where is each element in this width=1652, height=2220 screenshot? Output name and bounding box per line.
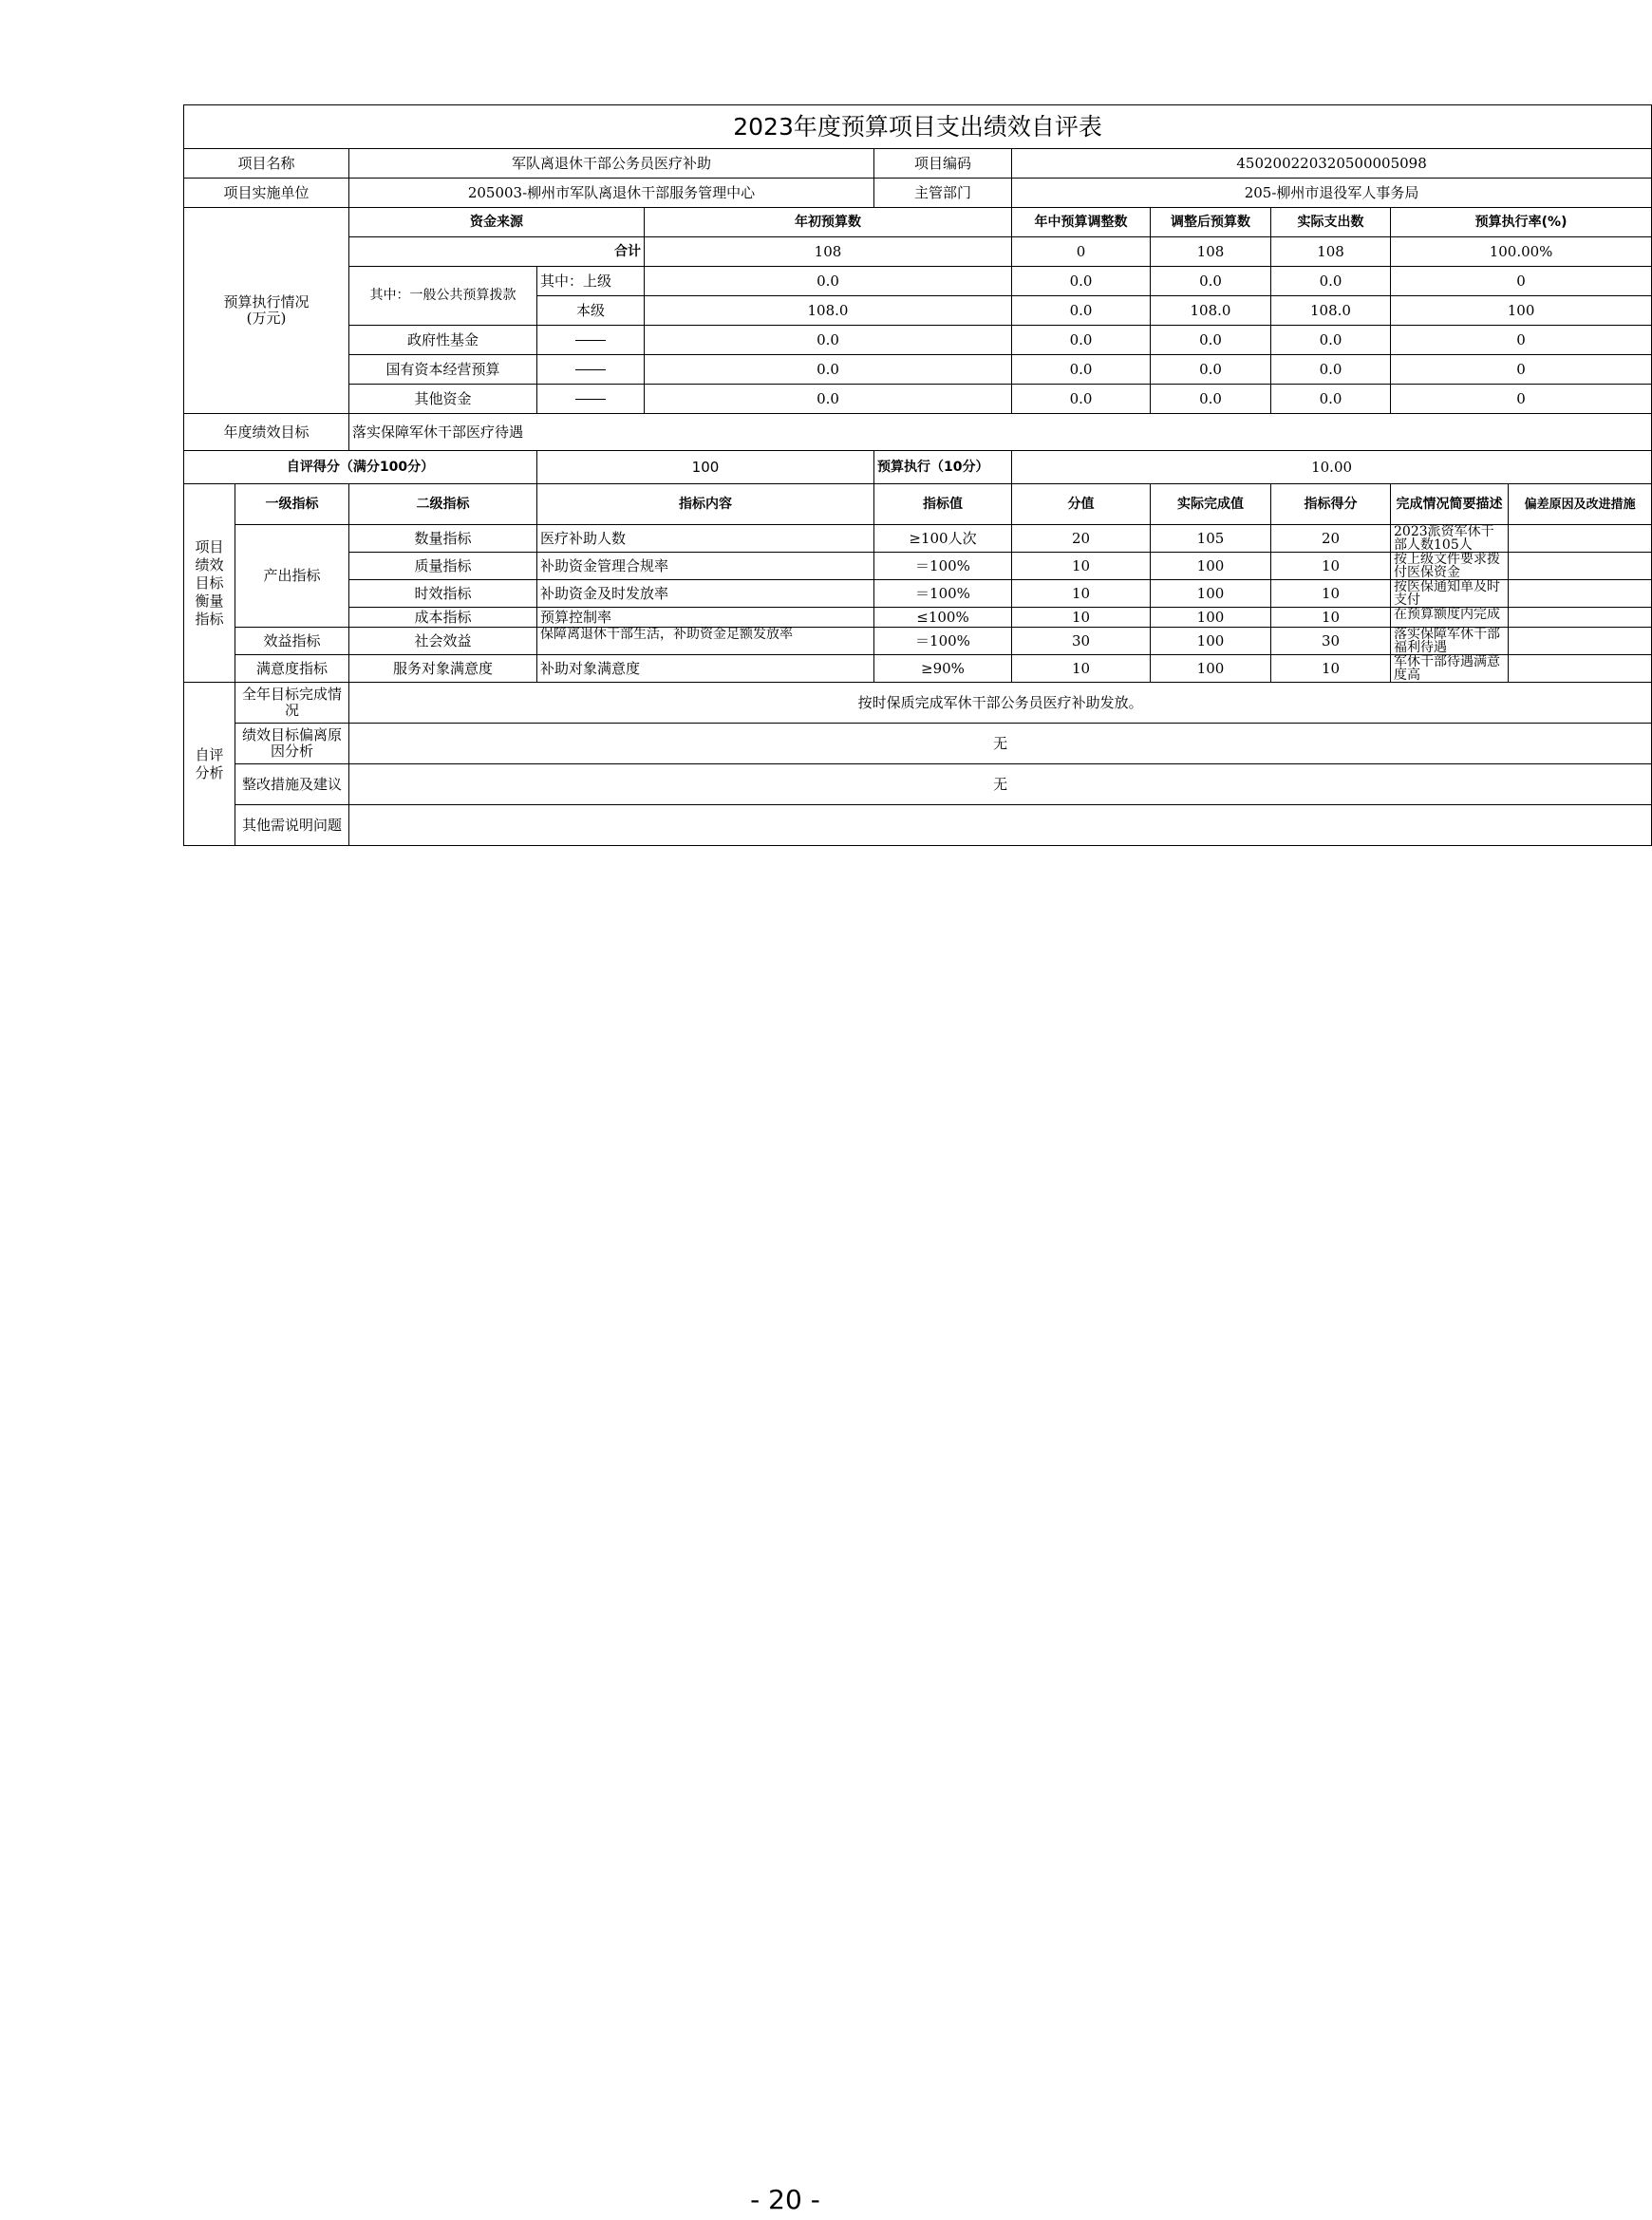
indicator-deviation [1509,525,1652,553]
self-eval-item-value: 无 [349,724,1652,764]
budget-total-label: 合计 [349,237,645,267]
self-eval-item-value [349,805,1652,846]
budget-section-unit: (万元) [246,310,287,327]
budget-total-initial: 108 [645,237,1012,267]
dash-line [575,399,606,400]
indicator-weight: 10 [1012,655,1151,683]
indicator-score: 30 [1271,628,1391,655]
performance-self-evaluation-table [183,104,1652,846]
indicator-weight: 10 [1012,553,1151,580]
indicator-deviation [1509,628,1652,655]
budget-govfund-actual: 0.0 [1271,326,1391,355]
indicator-actual: 100 [1151,655,1271,683]
budget-upper-rate: 0 [1391,267,1652,296]
budget-upper-adjustment: 0.0 [1012,267,1151,296]
indicator-header-target: 指标值 [874,484,1012,525]
indicator-header-content: 指标内容 [537,484,874,525]
dept: 205-柳州市退役军人事务局 [1012,179,1652,208]
budget-other-actual: 0.0 [1271,385,1391,414]
indicator-deviation [1509,655,1652,683]
indicator-benefit-label: 效益指标 [235,628,349,655]
indicator-header-level1: 一级指标 [235,484,349,525]
indicator-desc: 在预算额度内完成 [1391,608,1509,628]
indicator-actual: 100 [1151,580,1271,608]
indicator-desc: 落实保障军休干部福利待遇 [1391,628,1509,655]
indicator-target: ≤100% [874,608,1012,628]
budget-statecapital-actual: 0.0 [1271,355,1391,385]
indicator-score: 10 [1271,553,1391,580]
indicator-content: 补助资金及时发放率 [537,580,874,608]
project-name-label: 项目名称 [184,149,349,179]
budget-local-rate: 100 [1391,296,1652,326]
project-unit: 205003-柳州市军队离退休干部服务管理中心 [349,179,874,208]
indicator-desc: 军休干部待遇满意度高 [1391,655,1509,683]
indicator-header-level2: 二级指标 [349,484,537,525]
budget-govfund-rate: 0 [1391,326,1652,355]
project-name: 军队离退休干部公务员医疗补助 [349,149,874,179]
budget-total-rate: 100.00% [1391,237,1652,267]
budget-other-initial: 0.0 [645,385,1012,414]
indicator-score: 10 [1271,608,1391,628]
indicator-desc: 按上级文件要求拨付医保资金 [1391,553,1509,580]
indicator-level2: 成本指标 [349,608,537,628]
indicator-content: 补助对象满意度 [537,655,874,683]
indicator-level2: 时效指标 [349,580,537,608]
indicator-header-deviation: 偏差原因及改进措施 [1509,484,1652,525]
budget-header-rate: 预算执行率(%) [1391,208,1652,237]
budget-total-actual: 108 [1271,237,1391,267]
self-eval-item-label: 整改措施及建议 [235,764,349,805]
indicator-desc: 2023派资军休干部人数105人 [1391,525,1509,553]
budget-local-adjustment: 0.0 [1012,296,1151,326]
budget-header-actual: 实际支出数 [1271,208,1391,237]
budget-section-label [184,208,349,414]
indicator-header-weight: 分值 [1012,484,1151,525]
budget-govfund-adjusted: 0.0 [1151,326,1271,355]
project-code-label: 项目编码 [874,149,1012,179]
indicator-deviation [1509,608,1652,628]
indicator-target: ≥100人次 [874,525,1012,553]
indicator-deviation [1509,553,1652,580]
indicator-header-actual: 实际完成值 [1151,484,1271,525]
indicator-content: 医疗补助人数 [537,525,874,553]
indicator-header-desc: 完成情况简要描述 [1391,484,1509,525]
indicator-score: 20 [1271,525,1391,553]
budget-upper-initial: 0.0 [645,267,1012,296]
self-eval-item-label: 其他需说明问题 [235,805,349,846]
budget-header-initial: 年初预算数 [645,208,1012,237]
budget-govfund-initial: 0.0 [645,326,1012,355]
self-score-value: 100 [537,451,874,484]
self-eval-item-label: 绩效目标偏离原因分析 [235,724,349,764]
dash-line [575,369,606,370]
budget-header-adjustment: 年中预算调整数 [1012,208,1151,237]
budget-other-adjustment: 0.0 [1012,385,1151,414]
budget-local-adjusted: 108.0 [1151,296,1271,326]
budget-other-rate: 0 [1391,385,1652,414]
budget-statecapital-adjustment: 0.0 [1012,355,1151,385]
budget-upper-actual: 0.0 [1271,267,1391,296]
indicator-level2: 社会效益 [349,628,537,655]
indicator-score: 10 [1271,580,1391,608]
budget-upper-adjusted: 0.0 [1151,267,1271,296]
indicator-satisfaction-label: 满意度指标 [235,655,349,683]
exec-score-value: 10.00 [1012,451,1652,484]
dept-label: 主管部门 [874,179,1012,208]
indicator-weight: 20 [1012,525,1151,553]
page-title: 2023年度预算项目支出绩效自评表 [184,105,1652,149]
budget-govfund-dash [537,326,645,355]
indicator-level2: 数量指标 [349,525,537,553]
indicator-deviation [1509,580,1652,608]
budget-header-source: 资金来源 [349,208,645,237]
budget-local-actual: 108.0 [1271,296,1391,326]
self-eval-item-label: 全年目标完成情况 [235,683,349,724]
budget-statecapital-rate: 0 [1391,355,1652,385]
annual-goal-value: 落实保障军休干部医疗待遇 [349,414,1652,451]
annual-goal-label: 年度绩效目标 [184,414,349,451]
project-unit-label: 项目实施单位 [184,179,349,208]
self-score-label: 自评得分（满分100分） [184,451,537,484]
indicator-actual: 100 [1151,628,1271,655]
indicator-actual: 100 [1151,608,1271,628]
indicator-section-title: 项目绩效目标衡量指标 [195,537,224,628]
indicator-actual: 100 [1151,553,1271,580]
self-eval-item-value: 按时保质完成军休干部公务员医疗补助发放。 [349,683,1652,724]
budget-statecapital-dash [537,355,645,385]
self-eval-section-label [184,683,235,846]
indicator-content: 预算控制率 [537,608,874,628]
indicator-target: ＝100% [874,628,1012,655]
indicator-weight: 10 [1012,580,1151,608]
indicator-actual: 105 [1151,525,1271,553]
indicator-desc: 按医保通知单及时支付 [1391,580,1509,608]
budget-upper-label: 其中：上级 [537,267,645,296]
budget-local-label: 本级 [537,296,645,326]
budget-header-adjusted: 调整后预算数 [1151,208,1271,237]
budget-section-title: 预算执行情况 [223,293,310,310]
indicator-section-label [184,484,235,683]
indicator-weight: 10 [1012,608,1151,628]
self-eval-section-title: 自评分析 [195,745,224,781]
budget-total-adjustment: 0 [1012,237,1151,267]
indicator-target: ≥90% [874,655,1012,683]
indicator-content: 补助资金管理合规率 [537,553,874,580]
budget-statecapital-label: 国有资本经营预算 [349,355,537,385]
budget-govfund-label: 政府性基金 [349,326,537,355]
indicator-target: ＝100% [874,553,1012,580]
budget-other-label: 其他资金 [349,385,537,414]
indicator-level2: 服务对象满意度 [349,655,537,683]
budget-other-adjusted: 0.0 [1151,385,1271,414]
indicator-score: 10 [1271,655,1391,683]
indicator-content: 保障离退休干部生活，补助资金足额发放率 [537,628,874,655]
budget-general-label: 其中：一般公共预算拨款 [349,267,537,326]
indicator-target: ＝100% [874,580,1012,608]
dash-line [575,340,606,341]
indicator-header-score: 指标得分 [1271,484,1391,525]
budget-local-initial: 108.0 [645,296,1012,326]
exec-score-label: 预算执行（10分） [874,451,1012,484]
budget-total-adjusted: 108 [1151,237,1271,267]
budget-govfund-adjustment: 0.0 [1012,326,1151,355]
project-code: 450200220320500005098 [1012,149,1652,179]
page-number: - 20 - [750,2184,820,2215]
budget-statecapital-adjusted: 0.0 [1151,355,1271,385]
indicator-weight: 30 [1012,628,1151,655]
budget-statecapital-initial: 0.0 [645,355,1012,385]
self-eval-item-value: 无 [349,764,1652,805]
indicator-output-label: 产出指标 [235,525,349,628]
budget-other-dash [537,385,645,414]
indicator-level2: 质量指标 [349,553,537,580]
